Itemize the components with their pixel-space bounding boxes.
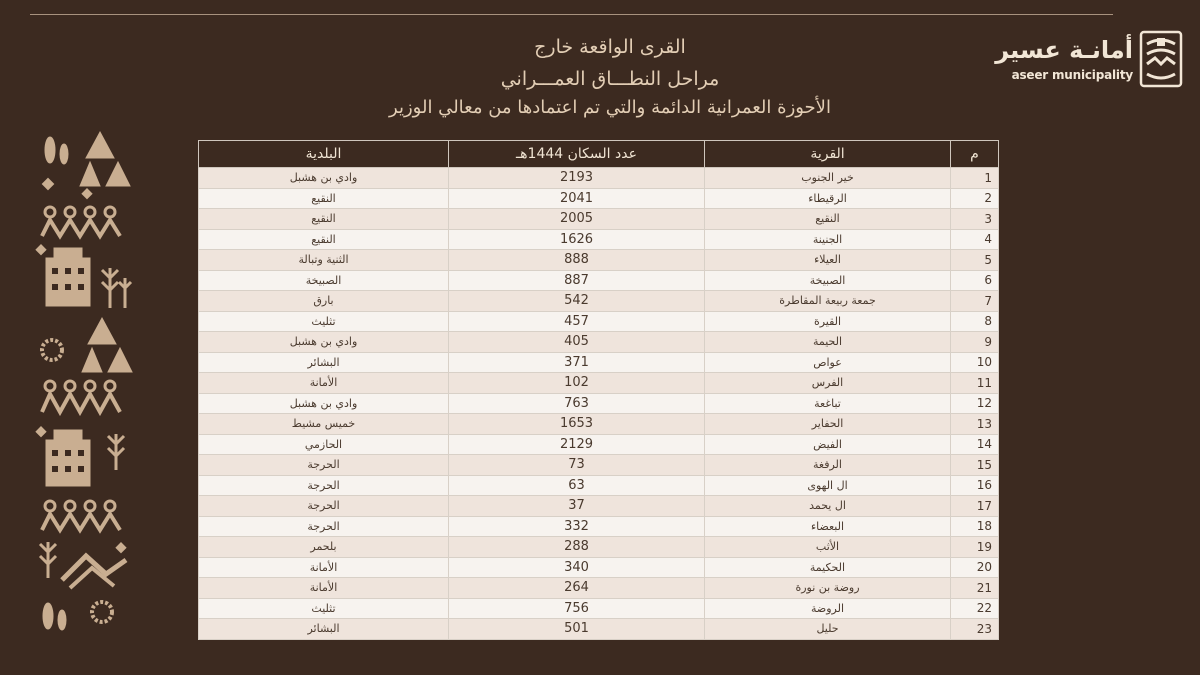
wheat-icon bbox=[40, 542, 56, 578]
wheat-icon bbox=[108, 434, 124, 470]
cell-population: 2129 bbox=[449, 434, 705, 455]
cell-municipality: بارق bbox=[199, 291, 449, 312]
table-row bbox=[199, 557, 999, 578]
cell-population: 542 bbox=[449, 291, 705, 312]
cell-village: تباغعة bbox=[705, 393, 951, 414]
cell-population: 756 bbox=[449, 598, 705, 619]
cell-village: الحفاير bbox=[705, 414, 951, 435]
cell-population: 2193 bbox=[449, 168, 705, 189]
table-row bbox=[199, 291, 999, 312]
cell-municipality: وادي بن هشبل bbox=[199, 332, 449, 353]
cell-municipality: الحرجة bbox=[199, 516, 449, 537]
cell-population: 763 bbox=[449, 393, 705, 414]
cell-village: الصبيخة bbox=[705, 270, 951, 291]
villages-table bbox=[198, 140, 999, 640]
tree-icon bbox=[45, 137, 68, 164]
cell-municipality: خميس مشيط bbox=[199, 414, 449, 435]
cell-index: 13 bbox=[951, 414, 999, 435]
cell-population: 457 bbox=[449, 311, 705, 332]
cell-village: الروضة bbox=[705, 598, 951, 619]
page-title-line1: القرى الواقعة خارج bbox=[534, 36, 686, 58]
cell-village: الأثب bbox=[705, 537, 951, 558]
cell-index: 19 bbox=[951, 537, 999, 558]
cell-municipality: تثليث bbox=[199, 598, 449, 619]
logo-name-arabic: أمانـة عسير bbox=[995, 36, 1133, 64]
cell-index: 5 bbox=[951, 250, 999, 271]
cell-municipality: تثليث bbox=[199, 311, 449, 332]
people-chain-icon bbox=[42, 207, 120, 236]
cell-index: 3 bbox=[951, 209, 999, 230]
table-row bbox=[199, 496, 999, 517]
cell-municipality: الحرجة bbox=[199, 475, 449, 496]
page-title-line2: مراحل النطـــاق العمـــراني bbox=[500, 68, 720, 90]
cell-village: ال الهوى bbox=[705, 475, 951, 496]
cell-village: جمعة ربيعة المقاطرة bbox=[705, 291, 951, 312]
cell-index: 8 bbox=[951, 311, 999, 332]
cell-municipality: النقيع bbox=[199, 188, 449, 209]
page-subtitle: الأحوزة العمرانية الدائمة والتي تم اعتمادها من معالي الوزير bbox=[389, 97, 831, 118]
cell-index: 17 bbox=[951, 496, 999, 517]
cell-population: 2041 bbox=[449, 188, 705, 209]
people-chain-icon bbox=[42, 501, 120, 530]
table-row bbox=[199, 578, 999, 599]
cell-index: 23 bbox=[951, 619, 999, 640]
cell-population: 405 bbox=[449, 332, 705, 353]
cell-index: 9 bbox=[951, 332, 999, 353]
cell-population: 73 bbox=[449, 455, 705, 476]
cell-municipality: وادي بن هشبل bbox=[199, 168, 449, 189]
cell-municipality: بلحمر bbox=[199, 537, 449, 558]
cell-municipality: الثنية وتبالة bbox=[199, 250, 449, 271]
cell-index: 6 bbox=[951, 270, 999, 291]
mountain-icon bbox=[62, 556, 126, 588]
cell-index: 12 bbox=[951, 393, 999, 414]
table-row bbox=[199, 373, 999, 394]
cell-population: 37 bbox=[449, 496, 705, 517]
cell-village: الحيمة bbox=[705, 332, 951, 353]
logo-name-english: aseer municipality bbox=[1011, 68, 1133, 82]
cell-population: 501 bbox=[449, 619, 705, 640]
cell-population: 888 bbox=[449, 250, 705, 271]
table-row bbox=[199, 209, 999, 230]
table-row bbox=[199, 393, 999, 414]
table-row bbox=[199, 537, 999, 558]
cell-municipality: البشائر bbox=[199, 352, 449, 373]
cell-municipality: الأمانة bbox=[199, 373, 449, 394]
cell-municipality: الحرجة bbox=[199, 496, 449, 517]
tree-icon bbox=[43, 603, 66, 630]
cell-index: 1 bbox=[951, 168, 999, 189]
people-chain-icon bbox=[42, 381, 120, 412]
cell-municipality: النقيع bbox=[199, 229, 449, 250]
cell-village: الحكيمة bbox=[705, 557, 951, 578]
cell-index: 4 bbox=[951, 229, 999, 250]
table-row bbox=[199, 311, 999, 332]
table-header-row bbox=[199, 141, 999, 168]
cell-village: روضة بن نورة bbox=[705, 578, 951, 599]
cell-population: 102 bbox=[449, 373, 705, 394]
cell-village: الفيض bbox=[705, 434, 951, 455]
cell-population: 264 bbox=[449, 578, 705, 599]
top-divider bbox=[30, 14, 1113, 15]
aseer-logo-icon bbox=[1139, 30, 1183, 88]
cell-population: 340 bbox=[449, 557, 705, 578]
table-row bbox=[199, 598, 999, 619]
cell-municipality: الحازمي bbox=[199, 434, 449, 455]
cell-village: ال يحمد bbox=[705, 496, 951, 517]
table-row bbox=[199, 352, 999, 373]
cell-population: 2005 bbox=[449, 209, 705, 230]
title-block bbox=[300, 34, 920, 94]
table-row bbox=[199, 229, 999, 250]
cell-village: الفرس bbox=[705, 373, 951, 394]
cell-village: الجنينة bbox=[705, 229, 951, 250]
cell-municipality: البشائر bbox=[199, 619, 449, 640]
castle-icon bbox=[46, 430, 90, 486]
cell-population: 332 bbox=[449, 516, 705, 537]
cell-index: 18 bbox=[951, 516, 999, 537]
cell-village: الرقيطاء bbox=[705, 188, 951, 209]
cell-index: 14 bbox=[951, 434, 999, 455]
cell-index: 20 bbox=[951, 557, 999, 578]
table-row bbox=[199, 270, 999, 291]
castle-icon bbox=[46, 248, 90, 306]
cell-village: حليل bbox=[705, 619, 951, 640]
table-row bbox=[199, 332, 999, 353]
header-municipality: البلدية bbox=[199, 141, 449, 168]
cell-village: العيلاء bbox=[705, 250, 951, 271]
cell-municipality: الحرجة bbox=[199, 455, 449, 476]
mountain-icon bbox=[82, 318, 132, 372]
wheat-icon bbox=[102, 268, 131, 308]
cell-village: البعضاء bbox=[705, 516, 951, 537]
header-index: م bbox=[951, 141, 999, 168]
cell-municipality: الصبيخة bbox=[199, 270, 449, 291]
header-population: عدد السكان 1444هـ bbox=[449, 141, 705, 168]
table-row bbox=[199, 619, 999, 640]
cell-municipality: النقيع bbox=[199, 209, 449, 230]
table-row bbox=[199, 516, 999, 537]
cell-village: النقيع bbox=[705, 209, 951, 230]
cell-village: عواص bbox=[705, 352, 951, 373]
mountain-icon bbox=[80, 132, 130, 186]
cell-municipality: وادي بن هشبل bbox=[199, 393, 449, 414]
cell-index: 10 bbox=[951, 352, 999, 373]
cell-population: 1653 bbox=[449, 414, 705, 435]
cell-index: 7 bbox=[951, 291, 999, 312]
cell-population: 371 bbox=[449, 352, 705, 373]
table-row bbox=[199, 475, 999, 496]
cell-index: 21 bbox=[951, 578, 999, 599]
aseer-municipality-logo bbox=[995, 30, 1183, 90]
cell-index: 11 bbox=[951, 373, 999, 394]
cell-index: 16 bbox=[951, 475, 999, 496]
table-row bbox=[199, 168, 999, 189]
header-village: القرية bbox=[705, 141, 951, 168]
table-row bbox=[199, 434, 999, 455]
cell-village: القيرة bbox=[705, 311, 951, 332]
wreath-icon bbox=[92, 602, 112, 622]
decorative-motifs bbox=[30, 128, 140, 648]
wreath-icon bbox=[42, 340, 62, 360]
cell-index: 22 bbox=[951, 598, 999, 619]
table-row bbox=[199, 414, 999, 435]
cell-municipality: الأمانة bbox=[199, 578, 449, 599]
table-row bbox=[199, 455, 999, 476]
table-row bbox=[199, 250, 999, 271]
cell-population: 887 bbox=[449, 270, 705, 291]
cell-population: 288 bbox=[449, 537, 705, 558]
cell-index: 2 bbox=[951, 188, 999, 209]
table-row bbox=[199, 188, 999, 209]
cell-municipality: الأمانة bbox=[199, 557, 449, 578]
cell-village: خير الجنوب bbox=[705, 168, 951, 189]
cell-village: الرفغة bbox=[705, 455, 951, 476]
cell-index: 15 bbox=[951, 455, 999, 476]
cell-population: 1626 bbox=[449, 229, 705, 250]
cell-population: 63 bbox=[449, 475, 705, 496]
